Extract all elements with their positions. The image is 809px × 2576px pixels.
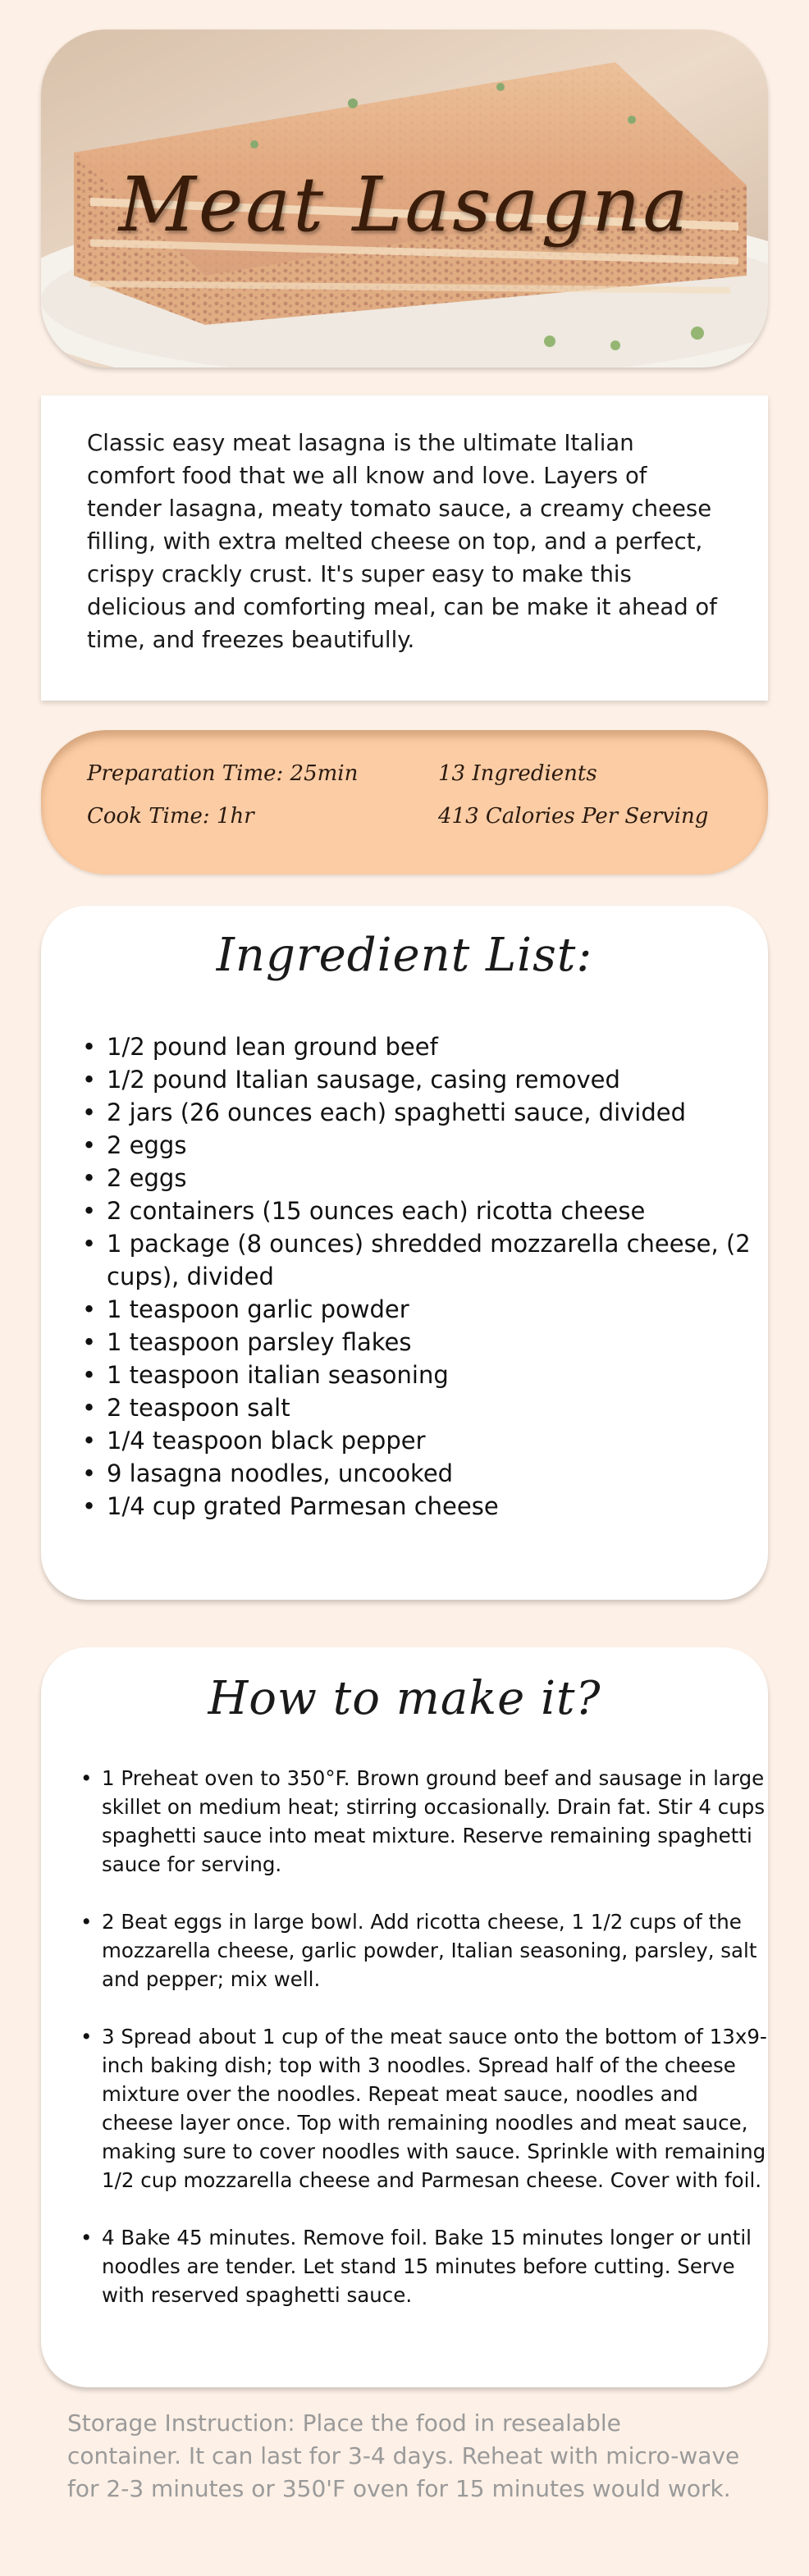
ingredient-item: • 2 containers (15 ounces each) ricotta cheese [107, 1194, 755, 1227]
ingredient-item: • 1/4 cup grated Parmesan cheese [107, 1490, 755, 1523]
ingredients-heading: Ingredient List: [216, 929, 593, 982]
hero-banner [41, 30, 768, 368]
ingredient-item: • 1/4 teaspoon black pepper [107, 1424, 755, 1457]
instructions-heading: How to make it? [208, 1672, 601, 1725]
instruction-step: • 2 Beat eggs in large bowl. Add ricotta cheese, 1 1/2 cups of the mozzarella cheese, garlic powder, Italian seasoning, parsley, salt and pepper; mix well. [102, 1907, 775, 1994]
ingredient-item: • 1 teaspoon parsley flakes [107, 1326, 755, 1359]
ingredient-item: • 1 teaspoon italian seasoning [107, 1359, 755, 1391]
storage-instruction: Storage Instruction: Place the food in resealable container. It can last for 3-4 days. Reheat with micro-wave for 2-3 minutes or 350'F oven for 15 minutes would work. [67, 2409, 740, 2502]
ingredients-card [41, 906, 768, 1600]
intro-description: Classic easy meat lasagna is the ultimate Italian comfort food that we all know and love. Layers of tender lasagna, meaty tomato sauce, a creamy cheese filling, with extra melted cheese on top, and a perfect, crispy crackly crust. It's super easy to make this delicious and comforting meal, can be make it ahead of time, and freezes beautifully. [87, 430, 717, 653]
intro-card [41, 395, 768, 701]
instruction-step: • 4 Bake 45 minutes. Remove foil. Bake 15 minutes longer or until noodles are tender. Let stand 15 minutes before cutting. Serve with reserved spaghetti sauce. [102, 2223, 775, 2309]
ingredient-item: • 1 teaspoon garlic powder [107, 1293, 755, 1326]
instruction-list [80, 1764, 775, 2338]
instruction-step: • 3 Spread about 1 cup of the meat sauce onto the bottom of 13x9-inch baking dish; top with 3 noodles. Spread half of the cheese mixture over the noodles. Repeat meat sauce, noodles and cheese layer once. Top with remaining noodles and meat sauce, making sure to cover noodles with sauce. Sprinkle with remaining 1/2 cup mozzarella cheese and Parmesan cheese. Cover with foil. [102, 2022, 775, 2195]
ingredient-item: • 2 eggs [107, 1129, 755, 1162]
ingredient-item: • 1 package (8 ounces) shredded mozzarella cheese, (2 cups), divided [107, 1227, 755, 1293]
instructions-card [41, 1647, 768, 2387]
ingredient-item: • 9 lasagna noodles, uncooked [107, 1457, 755, 1490]
prep-time: Preparation Time: 25min [87, 761, 359, 786]
cook-time: Cook Time: 1hr [87, 804, 254, 829]
ingredient-item: • 1/2 pound Italian sausage, casing removed [107, 1063, 755, 1096]
ingredient-item: • 1/2 pound lean ground beef [107, 1030, 755, 1063]
ingredient-item: • 2 eggs [107, 1162, 755, 1194]
ingredient-item: • 2 teaspoon salt [107, 1391, 755, 1424]
ingredient-count: 13 Ingredients [438, 761, 597, 786]
calories-per-serving: 413 Calories Per Serving [438, 804, 709, 829]
recipe-info-bar [41, 730, 768, 875]
ingredient-list [80, 1030, 755, 1523]
recipe-title: Meat Lasagna [118, 161, 691, 249]
ingredient-item: • 2 jars (26 ounces each) spaghetti sauce, divided [107, 1096, 755, 1129]
instruction-step: • 1 Preheat oven to 350°F. Brown ground beef and sausage in large skillet on medium heat; stirring occasionally. Drain fat. Stir 4 cups spaghetti sauce into meat mixture. Reserve remaining spaghetti sauce for serving. [102, 1764, 775, 1879]
